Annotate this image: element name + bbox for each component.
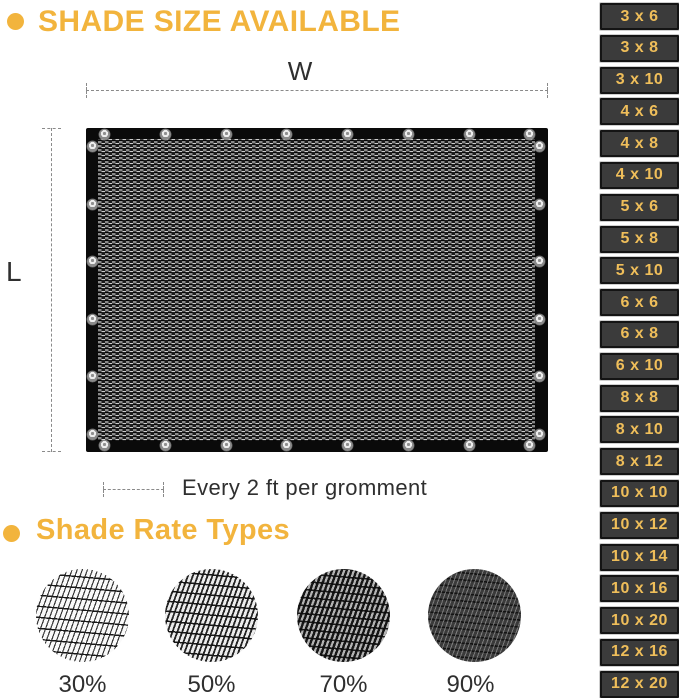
length-dimension-line <box>42 128 61 452</box>
grommet-icon <box>281 129 292 140</box>
grommet-icon <box>534 314 545 325</box>
size-chip: 4 x 10 <box>600 162 679 189</box>
grommet-icon <box>87 141 98 152</box>
dimension-tick <box>163 482 164 497</box>
dimension-tick <box>547 83 548 98</box>
size-options-list <box>600 0 679 698</box>
grommet-icon <box>403 129 414 140</box>
size-chip: 3 x 10 <box>600 67 679 94</box>
grommet-icon <box>524 129 535 140</box>
bullet-icon <box>3 525 20 542</box>
shade-rate-label: 50% <box>187 671 236 698</box>
grommet-spacing-note: Every 2 ft per gromment <box>182 475 428 500</box>
width-dimension-label: W <box>287 56 313 86</box>
grommet-icon <box>342 129 353 140</box>
grommet-icon <box>281 440 292 451</box>
size-chip: 5 x 8 <box>600 226 679 253</box>
size-chip: 10 x 20 <box>600 607 679 634</box>
grommet-icon <box>87 429 98 440</box>
grommet-icon <box>534 141 545 152</box>
grommet-icon <box>534 199 545 210</box>
dimension-tick <box>42 451 61 452</box>
size-chip: 5 x 10 <box>600 257 679 284</box>
dashed-line <box>103 489 164 490</box>
size-chip: 3 x 8 <box>600 35 679 62</box>
size-chip: 4 x 6 <box>600 98 679 125</box>
size-chip: 10 x 12 <box>600 512 679 539</box>
grommet-spacing-line <box>103 482 164 497</box>
grommet-icon <box>342 440 353 451</box>
shade-sample-70-circle <box>297 569 390 662</box>
size-chip: 6 x 8 <box>600 321 679 348</box>
shade-cloth-diagram <box>86 128 548 452</box>
grommet-icon <box>464 129 475 140</box>
grommet-icon <box>534 256 545 267</box>
grommet-icon <box>160 440 171 451</box>
size-chip: 8 x 12 <box>600 448 679 475</box>
grommet-icon <box>87 256 98 267</box>
shade-rate-label: 90% <box>446 671 495 698</box>
grommet-icon <box>534 371 545 382</box>
size-chip: 12 x 20 <box>600 671 679 698</box>
size-chip: 8 x 8 <box>600 385 679 412</box>
grommet-icon <box>524 440 535 451</box>
shade-rate-section-title: Shade Rate Types <box>36 514 291 546</box>
size-chip: 10 x 16 <box>600 575 679 602</box>
size-chip: 6 x 6 <box>600 289 679 316</box>
size-chip: 12 x 16 <box>600 639 679 666</box>
size-chip: 4 x 8 <box>600 130 679 157</box>
grommet-icon <box>99 440 110 451</box>
dashed-line <box>86 90 548 91</box>
shade-sample-30-circle <box>36 569 129 662</box>
size-chip: 8 x 10 <box>600 416 679 443</box>
grommet-icon <box>87 314 98 325</box>
grommet-icon <box>87 199 98 210</box>
size-chip: 6 x 10 <box>600 353 679 380</box>
dashed-line <box>51 128 52 452</box>
shade-sample-50-circle <box>165 569 258 662</box>
grommet-icon <box>87 371 98 382</box>
size-chip: 5 x 6 <box>600 194 679 221</box>
grommet-icon <box>221 129 232 140</box>
size-chip: 10 x 14 <box>600 544 679 571</box>
bullet-icon <box>7 13 24 30</box>
shade-mesh-texture <box>98 139 535 441</box>
size-chip: 10 x 10 <box>600 480 679 507</box>
shade-rate-label: 30% <box>58 671 107 698</box>
size-chip: 3 x 6 <box>600 3 679 30</box>
grommet-icon <box>99 129 110 140</box>
shade-size-section-title: SHADE SIZE AVAILABLE <box>38 5 401 38</box>
width-dimension-line <box>86 83 548 98</box>
grommet-icon <box>160 129 171 140</box>
grommet-icon <box>221 440 232 451</box>
shade-sample-90-circle <box>428 569 521 662</box>
grommet-icon <box>403 440 414 451</box>
grommet-icon <box>464 440 475 451</box>
grommet-icon <box>534 429 545 440</box>
length-dimension-label: L <box>6 256 22 287</box>
shade-rate-label: 70% <box>319 671 368 698</box>
